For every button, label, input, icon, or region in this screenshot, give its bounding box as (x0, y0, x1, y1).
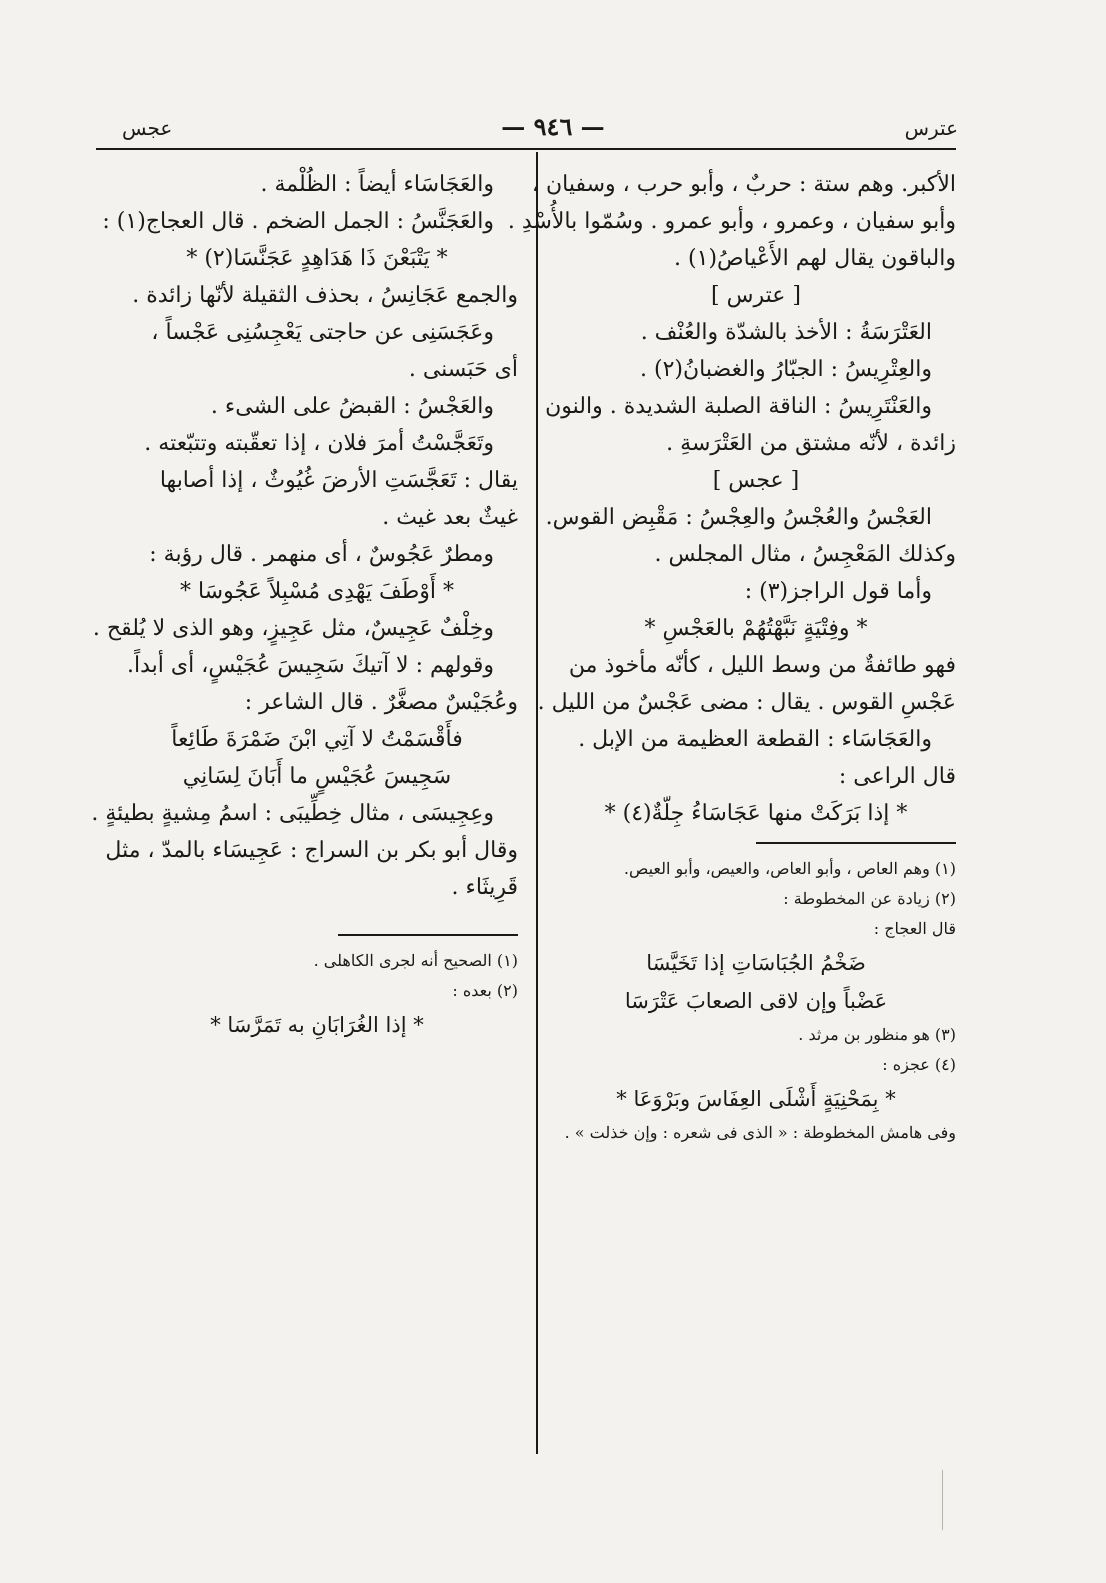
text-line: وقولهم : لا آتيكَ سَجِيسَ عُجَيْسٍ، أى أبداً. (127, 653, 494, 678)
verse-line: * إذا بَرَكَتْ منها عَجَاسَاءُ جِلّةٌ(٤) * (604, 801, 908, 826)
left-column (91, 166, 518, 1044)
footnote-verse: * إذا الغُرَابَانِ به تَمَرَّسَا * (210, 1013, 424, 1037)
text-line: والعَجَاسَاء أيضاً : الظُلْمة . (260, 172, 494, 197)
verse-line: سَجِيسَ عُجَيْسٍ ما أَبَانَ لِسَانِي (182, 764, 452, 789)
text-line: وعَجَسَنِى عن حاجتى يَعْجِسُنِى عَجْساً ، (151, 320, 494, 345)
entry-heading: [ عجس ] (712, 468, 800, 493)
footnote: (١) الصحيح أنه لجرى الكاهلى . (313, 951, 518, 970)
footnote: (١) وهم العاص ، وأبو العاص، والعيص، وأبو العيص. (623, 859, 956, 878)
text-line: وخِلْفٌ عَجِيسٌ، مثل عَجِيزٍ، وهو الذى لا يُلقح . (92, 616, 494, 641)
verse-line: * وفِتْيَةٍ نَبَّهْتُهُمْ بالعَجْسِ * (644, 616, 868, 641)
entry-heading: [ عترس ] (711, 283, 801, 308)
page-header (0, 108, 1106, 148)
text-line: والعِتْرِيسُ : الجبّارُ والغضبانُ(٢) . (640, 357, 932, 382)
right-column (507, 166, 956, 1148)
text-line: والجمع عَجَانِسُ ، بحذف الثقيلة لأنّها زائدة . (132, 283, 518, 308)
text-line: وعِجِيسَى ، مثال خِطِّيبَى : اسمُ مِشيةٍ بطيئةٍ . (91, 801, 494, 826)
text-line: الأكبر. وهم ستة : حربٌ ، وأبو حرب ، وسفيان ، (531, 172, 956, 197)
footnote-verse: * بِمَحْنِيَةٍ أَشْلَى العِفَاسَ وبَرْوَعَا * (616, 1087, 896, 1111)
text-line: أى حَبَسنى . (408, 357, 518, 382)
text-line: والعَجْسُ : القبضُ على الشىء . (210, 394, 494, 419)
text-line: والعَجَاسَاء : القطعة العظيمة من الإبل . (578, 727, 932, 752)
footnote-verse: عَضْباً وإن لاقى الصعابَ عَتْرَسَا (624, 989, 888, 1013)
text-line: يقال : تَعَجَّسَتِ الأرضَ غُيُوثٌ ، إذا أصابها (159, 468, 518, 493)
footnote: (٤) عجزه : (882, 1055, 956, 1074)
text-line: قَرِيثَاء . (451, 875, 518, 900)
page-number: — ٩٤٦ — (501, 112, 605, 141)
text-line: وأبو سفيان ، وعمرو ، وأبو عمرو . وسُمّوا بالأُسْدِ . (507, 209, 956, 234)
verse-line: * أَوْطَفَ يَهْدِى مُسْبِلاً عَجُوسَا * (179, 579, 455, 604)
text-line: زائدة ، لأنّه مشتق من العَتْرَسةِ . (666, 431, 956, 456)
verse-line: فأَقْسَمْتُ لا آتِي ابْنَ ضَمْرَةَ طَائِعاً (171, 727, 463, 752)
footnote: (٣) هو منظور بن مرثد . (798, 1025, 956, 1044)
column-divider (536, 152, 538, 1454)
header-rule (96, 148, 956, 150)
text-line: والعَنْتَرِيسُ : الناقة الصلبة الشديدة . والنون (545, 394, 932, 419)
text-line: وقال أبو بكر بن السراج : عَجِيسَاء بالمدّ ، مثل (105, 838, 518, 863)
footnote-separator (338, 934, 518, 936)
footnote-separator (756, 842, 956, 844)
text-line: ومطرٌ عَجُوسٌ ، أى منهمر . قال رؤبة : (149, 542, 494, 567)
footnote: (٢) بعده : (452, 981, 518, 1000)
text-line: قال الراعى : (838, 764, 956, 789)
text-line: وأما قول الراجز(٣) : (744, 579, 932, 604)
footnote: قال العجاج : (873, 919, 956, 938)
text-line: والعَجَنَّسُ : الجمل الضخم . قال العجاج(١) : (102, 209, 494, 234)
header-left-keyword: عجس (122, 116, 173, 140)
text-line: وتَعَجَّسْتُ أمرَ فلان ، إذا تعقّبته وتتبّعته . (144, 431, 494, 456)
text-line: وعُجَيْسٌ مصغَّرٌ . قال الشاعر : (244, 690, 518, 715)
footnote: وفى هامش المخطوطة : « الذى فى شعره : وإن خذلت » . (564, 1123, 956, 1142)
text-line: عَجْسِ القوس . يقال : مضى عَجْسٌ من الليل . (537, 690, 956, 715)
text-line: والباقون يقال لهم الأَعْياصُ(١) . (674, 246, 956, 271)
footnote-verse: ضَخْمُ الجُبَاسَاتِ إذا تَخَيَّسَا (646, 951, 866, 975)
header-right-keyword: عترس (904, 116, 958, 140)
text-line: العَجْسُ والعُجْسُ والعِجْسُ : مَقْبِض القوس. (545, 505, 932, 530)
text-line: غيثٌ بعد غيث . (382, 505, 518, 530)
verse-line: * يَتْبَعْنَ ذَا هَدَاهِدٍ عَجَنَّسَا(٢) * (186, 246, 448, 271)
text-line: وكذلك المَعْجِسُ ، مثال المجلس . (654, 542, 956, 567)
footnote: (٢) زيادة عن المخطوطة : (783, 889, 956, 908)
margin-mark (942, 1470, 943, 1530)
text-line: العَتْرَسَةُ : الأخذ بالشدّة والعُنْف . (640, 320, 932, 345)
text-line: فهو طائفةٌ من وسط الليل ، كأنّه مأخوذ من (568, 653, 956, 678)
